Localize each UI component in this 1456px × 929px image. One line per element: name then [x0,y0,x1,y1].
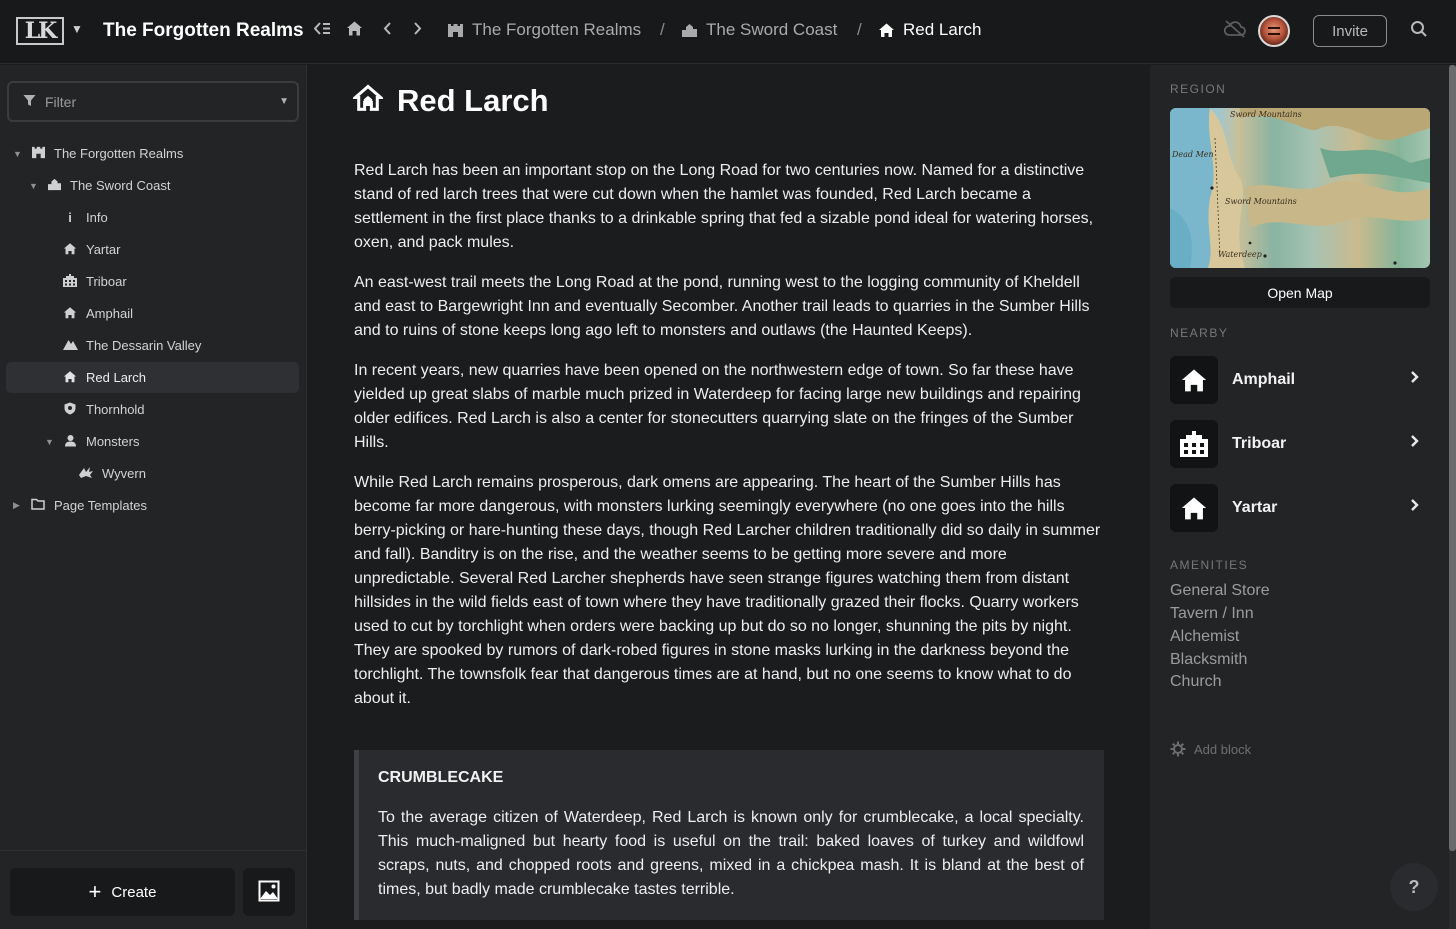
amenity-item: Blacksmith [1170,651,1248,668]
image-icon [258,880,280,902]
right-panel [1150,65,1449,929]
filter-select[interactable] [7,81,299,122]
tree-item-dessarin-valley[interactable] [6,330,299,361]
tree-item-label: Monsters [86,434,140,449]
tree-item-page-templates[interactable] [6,490,299,521]
mountain-icon [61,338,79,353]
map-label: Waterdeep [1218,250,1262,259]
paragraph: An east-west trail meets the Long Road at the pond, running west to the logging community of Kheldell and east to Bargewright Inn and eventually Secomber. Another trail leads to quarries in the Sumber Hills and to ruins of stone keeps long ago left to monsters and outlaws (the Haunted Keeps). [354,274,1090,339]
castle-icon [447,23,464,38]
house-icon [61,306,79,322]
folder-icon [29,498,47,513]
breadcrumb-item[interactable] [447,20,641,40]
breadcrumb-label: The Forgotten Realms [472,20,642,39]
callout-text: To the average citizen of Waterdeep, Red Larch is known only for crumblecake, a local specialty. This much-maligned but hearty food is useful on the trail: baked loaves of turkey and wildfowl scraps, nuts, and chopped roots and greens, mixed in a chickpea mash. It is bland at the best of times, but badly made crumblecake tastes terrible. [378,809,1084,898]
page-header [353,83,549,119]
monster-icon [61,434,79,450]
main-content [307,65,1150,929]
callout-title: CRUMBLECAKE [378,769,504,786]
forward-arrow-icon[interactable] [413,20,423,43]
tree-item-wyvern[interactable] [6,458,299,489]
tree-item-label: Wyvern [102,466,146,481]
invite-button[interactable]: Invite [1313,15,1387,47]
tree-item-sword-coast[interactable] [6,170,299,201]
collapse-sidebar-icon[interactable] [314,20,331,43]
tree-item-label: Info [86,210,108,225]
home-icon[interactable] [346,20,363,43]
amenity-item: Tavern / Inn [1170,605,1254,622]
plus-icon: + [88,879,102,904]
castle-icon [29,146,47,162]
house-icon [353,84,383,118]
tree-item-label: Amphail [86,306,133,321]
house-icon [878,22,895,38]
house-icon [1170,356,1218,404]
tree-item-label: Page Templates [54,498,147,513]
avatar[interactable] [1258,15,1290,47]
chevron-down-icon[interactable]: ▼ [71,22,83,36]
chevron-down-icon[interactable]: ▼ [13,148,22,159]
breadcrumb-label: The Sword Coast [706,20,838,39]
tree-item-label: Red Larch [86,370,146,385]
amenity-item: Alchemist [1170,628,1240,645]
page-body [354,159,1106,727]
breadcrumb-separator: / [660,20,665,39]
search-icon[interactable] [1410,20,1428,44]
buildings-icon [1170,420,1218,468]
chevron-down-icon[interactable]: ▼ [29,180,38,191]
cloud-off-icon[interactable] [1224,20,1246,44]
house-icon [61,370,79,386]
add-block-button[interactable] [1170,741,1251,757]
paragraph: In recent years, new quarries have been opened on the northwestern edge of town. So far these have yielded up great slabs of marble much prized in Waterdeep for facing large new buildings and repairing older edifices. Red Larch is also a center for stonecutters quarrying slate on the fringes of the Sumber Hills. [354,362,1081,451]
city-icon [681,23,698,38]
map-label: Dead Men [1172,150,1214,159]
top-bar [0,0,1456,64]
region-section-label: REGION [1170,82,1227,96]
tree-item-label: The Forgotten Realms [54,146,184,161]
breadcrumb-item[interactable] [681,20,837,40]
breadcrumb-separator: / [857,20,862,39]
tree-item-amphail[interactable] [6,298,299,329]
chevron-right-icon[interactable]: ▶ [13,500,20,510]
map-label: Sword Mountains [1230,110,1302,119]
filter-icon [23,94,36,110]
app-title[interactable]: The Forgotten Realms [103,20,304,41]
nearby-item-label: Amphail [1232,371,1296,388]
tree-item-label: Yartar [86,242,121,257]
house-icon [1170,484,1218,532]
help-button[interactable]: ? [1390,863,1438,911]
buildings-icon [61,274,79,290]
create-button-label: Create [111,883,157,901]
back-arrow-icon[interactable] [382,20,392,43]
nearby-item-label: Triboar [1232,435,1287,452]
chevron-down-icon: ▼ [279,96,289,107]
paragraph: Red Larch has been an important stop on the Long Road for two centuries now. Named for a distinctive stand of red larch trees that were cut down when the hamlet was founded, Red Larch became a settlement in the first place thanks to a drinkable spring that fed a sizable pond ideal for watering horses, oxen, and pack mules. [354,162,1094,251]
image-button[interactable] [243,868,295,916]
filter-placeholder: Filter [45,93,77,110]
dragon-icon [77,466,95,482]
scrollbar-thumb[interactable] [1449,65,1456,851]
paragraph: While Red Larch remains prosperous, dark omens are appearing. The heart of the Sumber Hills has become far more dangerous, with monsters lurking seemingly everywhere (no one goes into the hills berry-picking or hare-hunting these days, though Red Larcher children traditionally did so daily in summer and fall). Banditry is on the rise, and the weather seems to be getting more severe and more unpredictable. Several Red Larcher shepherds have seen strange figures watching them from distant hillsides in the wild fields east of town where they have traditionally grazed their flocks. Quarry workers used to cut by torchlight when orders were backing up but do so no longer, shunning the pits by night. They are spooked by rumors of dark-robed figures in stone masks lurking in the darkness beyond the torchlight. The townsfolk fear that dangerous times are at hand, but no one seems to know what to do about it. [354,474,1101,707]
chevron-down-icon[interactable]: ▼ [45,436,54,447]
tree-item-label: The Dessarin Valley [86,338,202,353]
shield-icon [61,402,79,418]
map-terrain [1170,108,1430,268]
tree-item-info[interactable] [6,202,299,233]
tree-item-thornhold[interactable] [6,394,299,425]
tree-item-triboar[interactable] [6,266,299,297]
add-block-label: Add block [1194,741,1252,757]
breadcrumb-label: Red Larch [903,20,982,39]
callout-block [354,750,1104,920]
amenity-item: General Store [1170,582,1270,599]
house-icon [61,242,79,258]
create-button[interactable] [10,868,235,916]
chevron-right-icon [1410,498,1420,517]
gear-plus-icon [1170,741,1186,757]
tree-item-label: Thornhold [86,402,145,417]
tree-item-forgotten-realms[interactable] [6,138,299,169]
nearby-item-yartar[interactable] [1170,484,1432,532]
app-logo[interactable]: LK [16,17,64,45]
chevron-right-icon [1410,370,1420,389]
tree-item-label: Triboar [86,274,127,289]
nearby-item-triboar[interactable] [1170,420,1432,468]
tree-item-monsters[interactable] [6,426,299,457]
breadcrumb-item-current[interactable] [878,20,981,40]
tree-item-yartar[interactable] [6,234,299,265]
nearby-item-label: Yartar [1232,499,1278,516]
tree-item-label: The Sword Coast [70,178,171,193]
tree-item-red-larch[interactable] [6,362,299,393]
scrollbar[interactable] [1449,65,1456,929]
open-map-button[interactable]: Open Map [1170,277,1430,308]
page-title: Red Larch [397,83,549,118]
nearby-section-label: NEARBY [1170,326,1229,340]
region-map[interactable] [1170,108,1430,268]
amenities-section-label: AMENITIES [1170,558,1249,572]
chevron-right-icon [1410,434,1420,453]
map-label: Sword Mountains [1225,197,1297,206]
nearby-item-amphail[interactable] [1170,356,1432,404]
city-icon [45,178,63,194]
amenity-item: Church [1170,673,1222,690]
sidebar-footer [0,850,306,929]
info-icon: i [68,210,72,225]
sidebar [0,65,307,929]
